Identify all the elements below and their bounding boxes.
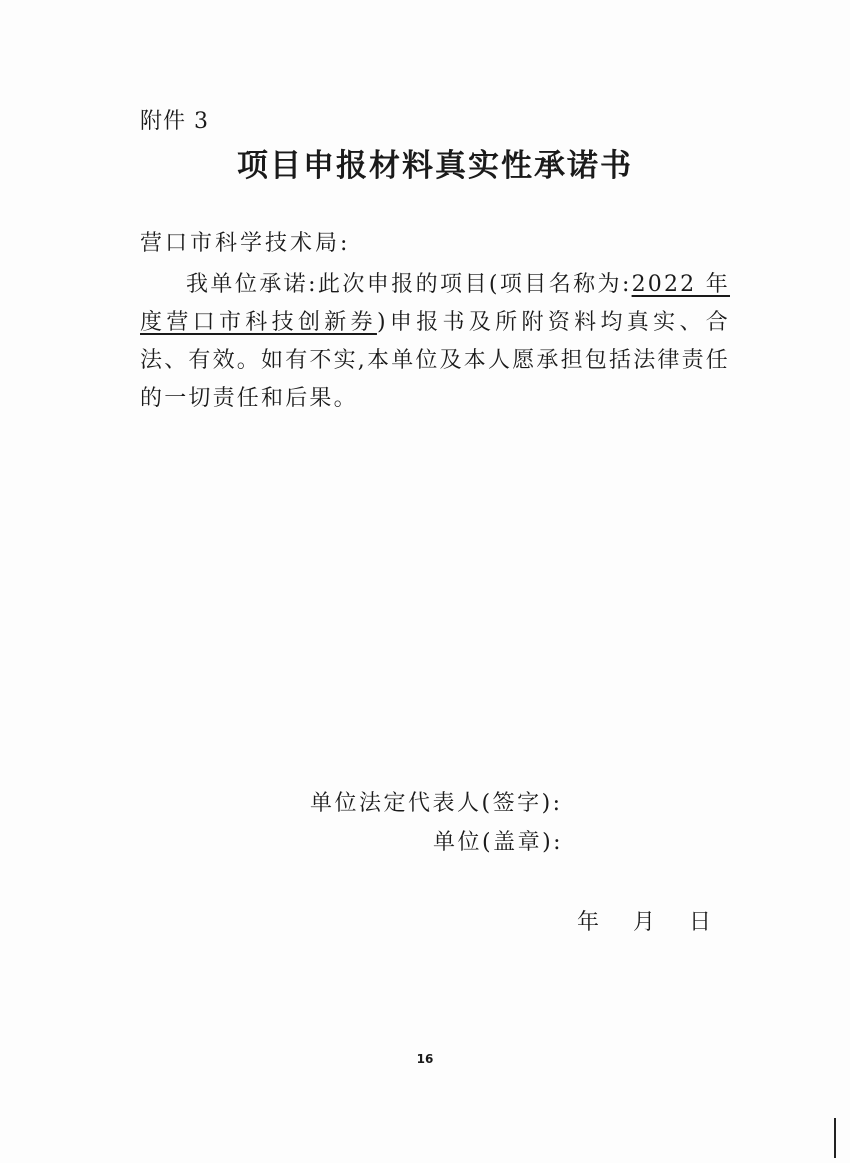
commitment-text-part1: 我单位承诺:此次申报的项目(项目名称为:	[186, 272, 632, 297]
commitment-text-part2: )申报书及所附资料均真实、合法、有效。如有不实,本单位及本人愿承担包括法律责任的一切责任和后果。	[140, 310, 730, 411]
commitment-paragraph	[140, 266, 730, 418]
scan-edge-mark	[834, 1118, 836, 1158]
legal-representative-signature-line: 单位法定代表人(签字):	[310, 791, 563, 816]
document-title: 项目申报材料真实性承诺书	[237, 148, 633, 184]
page-number: 16	[416, 1052, 434, 1066]
date-year: 年	[577, 910, 600, 935]
unit-seal-line: 单位(盖章):	[433, 830, 564, 855]
project-name: 2022 年度营口市科技创新券	[140, 272, 730, 335]
date-month: 月	[633, 910, 656, 935]
date-line	[577, 905, 711, 936]
attachment-label: 附件 3	[140, 109, 209, 134]
date-day: 日	[689, 910, 712, 935]
addressee: 营口市科学技术局:	[140, 231, 351, 256]
